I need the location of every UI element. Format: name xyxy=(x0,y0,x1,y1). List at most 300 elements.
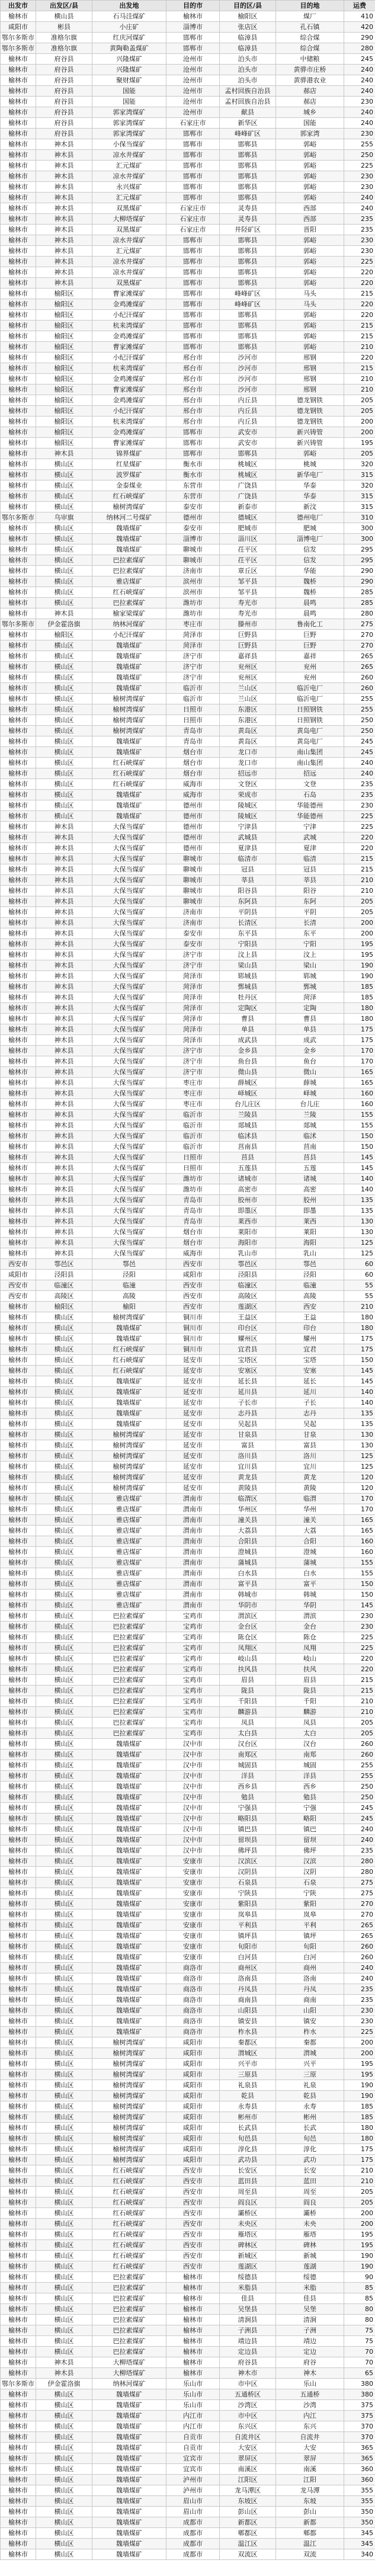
table-row xyxy=(1,2485,375,2496)
cell-origin-city: 榆林市 xyxy=(1,2229,36,2240)
cell-origin-city: 榆林市 xyxy=(1,1024,36,1035)
cell-freight-rate: 300 xyxy=(344,534,375,544)
cell-dest-site: 南山集团 xyxy=(276,747,344,758)
cell-origin-site: 巴拉素煤矿 xyxy=(92,2315,166,2325)
cell-origin-city: 鄂尔多斯市 xyxy=(1,33,36,43)
cell-dest-site: 夏津 xyxy=(276,843,344,854)
cell-origin-district: 神木县 xyxy=(36,608,92,619)
cell-origin-site: 大保当煤矿 xyxy=(92,992,166,1003)
cell-freight-rate: 190 xyxy=(344,2091,375,2101)
cell-freight-rate: 225 xyxy=(344,811,375,822)
cell-origin-district: 横山区 xyxy=(36,1931,92,1941)
cell-freight-rate: 210 xyxy=(344,385,375,395)
cell-dest-city: 安康市 xyxy=(166,1941,220,1952)
cell-freight-rate: 355 xyxy=(344,2485,375,2496)
cell-origin-city: 榆林市 xyxy=(1,1195,36,1206)
table-row xyxy=(1,555,375,566)
cell-origin-district: 横山区 xyxy=(36,2475,92,2485)
cell-origin-district: 鄠邑区 xyxy=(36,1259,92,1270)
cell-dest-city: 汉中市 xyxy=(166,1824,220,1835)
table-row xyxy=(1,33,375,43)
cell-origin-city: 榆林市 xyxy=(1,161,36,171)
cell-freight-rate: 240 xyxy=(344,1824,375,1835)
cell-origin-site: 大保当煤矿 xyxy=(92,1184,166,1195)
cell-dest-site: 西乡 xyxy=(276,1782,344,1792)
table-row xyxy=(1,950,375,960)
table-row xyxy=(1,1675,375,1686)
cell-freight-rate: 220 xyxy=(344,310,375,321)
cell-dest-district: 华州区 xyxy=(220,1504,276,1515)
cell-freight-rate: 290 xyxy=(344,33,375,43)
cell-dest-site: 山阳 xyxy=(276,2005,344,2016)
cell-origin-site: 双黑煤矿 xyxy=(92,278,166,289)
cell-dest-district: 郫都区 xyxy=(220,2528,276,2539)
cell-origin-district: 泾阳县 xyxy=(36,1270,92,1280)
cell-freight-rate: 55 xyxy=(344,1280,375,1291)
cell-origin-district: 横山区 xyxy=(36,768,92,779)
cell-dest-site: 鄄城 xyxy=(276,982,344,992)
cell-origin-district: 横山区 xyxy=(36,1803,92,1814)
cell-dest-site: 临潼 xyxy=(276,1280,344,1291)
table-row xyxy=(1,448,375,459)
cell-freight-rate: 160 xyxy=(344,1547,375,1558)
cell-origin-site: 小保当煤矿 xyxy=(92,139,166,150)
cell-origin-district: 横山区 xyxy=(36,1792,92,1803)
cell-dest-site: 魏桥 xyxy=(276,587,344,598)
cell-origin-district: 横山区 xyxy=(36,1515,92,1526)
cell-origin-city: 榆林市 xyxy=(1,2528,36,2539)
cell-dest-district: 温江区 xyxy=(220,2539,276,2549)
cell-origin-district: 神木县 xyxy=(36,1206,92,1216)
cell-dest-city: 延安市 xyxy=(166,1419,220,1430)
cell-freight-rate: 150 xyxy=(344,1131,375,1142)
cell-dest-site: 柞水 xyxy=(276,2027,344,2037)
table-row xyxy=(1,1120,375,1131)
cell-origin-site: 魏墙煤矿 xyxy=(92,544,166,555)
cell-origin-district: 横山区 xyxy=(36,640,92,651)
table-row xyxy=(1,2549,375,2560)
cell-origin-city: 榆林市 xyxy=(1,1472,36,1483)
cell-freight-rate: 125 xyxy=(344,1451,375,1462)
cell-freight-rate: 360 xyxy=(344,2464,375,2475)
cell-origin-city: 榆林市 xyxy=(1,1835,36,1846)
cell-freight-rate: 140 xyxy=(344,1398,375,1408)
table-row xyxy=(1,800,375,811)
cell-dest-site: 乾县 xyxy=(276,2091,344,2101)
cell-dest-site: 东兴 xyxy=(276,2421,344,2432)
table-row xyxy=(1,1174,375,1184)
cell-freight-rate: 220 xyxy=(344,267,375,278)
cell-origin-site: 魏墙煤矿 xyxy=(92,1824,166,1835)
cell-freight-rate: 240 xyxy=(344,107,375,118)
cell-origin-city: 榆林市 xyxy=(1,1750,36,1760)
cell-origin-site: 雅店煤矿 xyxy=(92,1558,166,1568)
cell-dest-site: 子洲 xyxy=(276,2325,344,2336)
cell-dest-city: 安康市 xyxy=(166,1888,220,1899)
cell-dest-district: 渭城区 xyxy=(220,2048,276,2059)
cell-dest-district: 灞桥区 xyxy=(220,2208,276,2219)
cell-dest-site: 临渭 xyxy=(276,1494,344,1504)
cell-dest-city: 商洛市 xyxy=(166,2016,220,2027)
cell-dest-site: 定陶 xyxy=(276,1003,344,1014)
cell-dest-site: 新汶 xyxy=(276,502,344,512)
table-row xyxy=(1,1184,375,1195)
cell-freight-rate: 195 xyxy=(344,2069,375,2080)
cell-origin-site: 大保当煤矿 xyxy=(92,907,166,918)
cell-origin-city: 榆林市 xyxy=(1,2485,36,2496)
cell-dest-city: 延安市 xyxy=(166,1483,220,1494)
table-row xyxy=(1,1440,375,1451)
cell-origin-district: 神木县 xyxy=(36,939,92,950)
cell-freight-rate: 160 xyxy=(344,1536,375,1547)
cell-freight-rate: 235 xyxy=(344,1995,375,2005)
cell-dest-site: 郭峪 xyxy=(276,150,344,161)
cell-dest-site: 城固 xyxy=(276,1760,344,1771)
cell-dest-city: 邯郸市 xyxy=(166,257,220,267)
cell-origin-site: 曹家滩煤矿 xyxy=(92,289,166,299)
table-row xyxy=(1,310,375,321)
cell-origin-site: 雅店煤矿 xyxy=(92,1579,166,1590)
cell-dest-city: 邯郸市 xyxy=(166,310,220,321)
cell-dest-city: 汉中市 xyxy=(166,1846,220,1856)
cell-origin-district: 横山区 xyxy=(36,1664,92,1675)
cell-freight-rate: 215 xyxy=(344,1675,375,1686)
cell-origin-city: 榆林市 xyxy=(1,1536,36,1547)
cell-dest-site: 镇安 xyxy=(276,2016,344,2027)
cell-freight-rate: 200 xyxy=(344,2208,375,2219)
cell-dest-site: 靖边 xyxy=(276,2336,344,2347)
table-row xyxy=(1,1344,375,1355)
cell-dest-city: 宝鸡市 xyxy=(166,1654,220,1664)
cell-freight-rate: 120 xyxy=(344,1483,375,1494)
cell-dest-district: 吴堡县 xyxy=(220,2304,276,2315)
cell-origin-city: 榆林市 xyxy=(1,267,36,278)
table-row xyxy=(1,2421,375,2432)
cell-freight-rate: 60 xyxy=(344,1270,375,1280)
cell-origin-district: 神木县 xyxy=(36,203,92,214)
table-row xyxy=(1,2411,375,2421)
cell-dest-city: 宜宾市 xyxy=(166,2453,220,2464)
cell-origin-district: 横山区 xyxy=(36,1995,92,2005)
cell-origin-site: 魏墙煤矿 xyxy=(92,2475,166,2485)
table-row xyxy=(1,406,375,416)
table-row xyxy=(1,54,375,65)
cell-dest-site: 郭家湾 xyxy=(276,129,344,139)
cell-freight-rate: 230 xyxy=(344,1622,375,1632)
table-row xyxy=(1,416,375,427)
cell-freight-rate: 270 xyxy=(344,1899,375,1909)
table-row xyxy=(1,768,375,779)
cell-origin-site: 榆树湾煤矿 xyxy=(92,2069,166,2080)
cell-origin-district: 横山区 xyxy=(36,1355,92,1366)
cell-origin-city: 榆林市 xyxy=(1,544,36,555)
cell-dest-site: 双流 xyxy=(276,2549,344,2560)
cell-dest-district: 礼泉县 xyxy=(220,2080,276,2091)
cell-dest-city: 商洛市 xyxy=(166,2027,220,2037)
cell-origin-city: 榆林市 xyxy=(1,65,36,75)
cell-dest-city: 东营市 xyxy=(166,491,220,502)
cell-dest-site: 宜君 xyxy=(276,1344,344,1355)
table-row xyxy=(1,1206,375,1216)
cell-origin-district: 神木县 xyxy=(36,1078,92,1088)
cell-origin-site: 雅店煤矿 xyxy=(92,1515,166,1526)
table-row xyxy=(1,1259,375,1270)
cell-origin-district: 横山区 xyxy=(36,2144,92,2155)
cell-origin-district: 横山区 xyxy=(36,2496,92,2507)
cell-origin-district: 榆阳区 xyxy=(36,406,92,416)
cell-origin-city: 榆林市 xyxy=(1,2315,36,2325)
cell-origin-site: 鄠邑 xyxy=(92,1259,166,1270)
table-row xyxy=(1,2283,375,2293)
cell-dest-district: 牡丹区 xyxy=(220,992,276,1003)
table-row xyxy=(1,2539,375,2549)
cell-origin-district: 榆阳区 xyxy=(36,363,92,374)
cell-origin-city: 榆林市 xyxy=(1,1803,36,1814)
cell-dest-district: 邯郸县 xyxy=(220,139,276,150)
cell-origin-site: 红石峡煤矿 xyxy=(92,2240,166,2251)
table-row xyxy=(1,1355,375,1366)
cell-dest-site: 汉滨 xyxy=(276,1856,344,1867)
cell-origin-site: 大保当煤矿 xyxy=(92,1003,166,1014)
cell-dest-city: 淄博市 xyxy=(166,534,220,544)
cell-dest-district: 莒县 xyxy=(220,1152,276,1163)
cell-dest-city: 聊城市 xyxy=(166,896,220,907)
table-row xyxy=(1,1920,375,1931)
cell-origin-city: 榆林市 xyxy=(1,2272,36,2283)
cell-origin-city: 榆林市 xyxy=(1,353,36,363)
cell-dest-district: 彭山区 xyxy=(220,2507,276,2517)
cell-dest-city: 西安市 xyxy=(166,2165,220,2176)
cell-origin-city: 榆林市 xyxy=(1,1323,36,1334)
cell-dest-district: 龙口市 xyxy=(220,747,276,758)
cell-origin-city: 榆林市 xyxy=(1,1067,36,1078)
cell-dest-district: 双流区 xyxy=(220,2549,276,2560)
table-row xyxy=(1,1973,375,1984)
cell-dest-district: 富平县 xyxy=(220,1579,276,1590)
cell-origin-site: 大保当煤矿 xyxy=(92,971,166,982)
cell-dest-city: 菏泽市 xyxy=(166,982,220,992)
cell-origin-district: 横山区 xyxy=(36,1750,92,1760)
cell-origin-city: 榆林市 xyxy=(1,1846,36,1856)
cell-dest-city: 临沂市 xyxy=(166,1131,220,1142)
cell-dest-city: 聊城市 xyxy=(166,854,220,864)
cell-freight-rate: 155 xyxy=(344,1110,375,1120)
cell-origin-district: 神木县 xyxy=(36,982,92,992)
cell-origin-site: 魏墙煤矿 xyxy=(92,2485,166,2496)
cell-dest-city: 汉中市 xyxy=(166,1814,220,1824)
cell-origin-site: 大保当煤矿 xyxy=(92,854,166,864)
cell-dest-site: 蒲城 xyxy=(276,1558,344,1568)
cell-origin-district: 府谷县 xyxy=(36,65,92,75)
cell-dest-district: 泊头市 xyxy=(220,54,276,65)
cell-origin-city: 榆林市 xyxy=(1,1419,36,1430)
cell-freight-rate: 230 xyxy=(344,171,375,182)
cell-origin-district: 神木县 xyxy=(36,1142,92,1152)
cell-origin-site: 小纪汗煤矿 xyxy=(92,310,166,321)
cell-freight-rate: 420 xyxy=(344,22,375,33)
cell-dest-site: 华泰 xyxy=(276,491,344,502)
cell-dest-city: 邯郸市 xyxy=(166,321,220,331)
cell-dest-district: 内丘县 xyxy=(220,406,276,416)
cell-origin-city: 榆林市 xyxy=(1,886,36,896)
cell-dest-site: 旬邑 xyxy=(276,2133,344,2144)
cell-dest-district: 府谷县 xyxy=(220,2357,276,2368)
cell-dest-city: 沧州市 xyxy=(166,75,220,86)
cell-origin-site: 榆树湾煤矿 xyxy=(92,2037,166,2048)
cell-origin-site: 红石峡煤矿 xyxy=(92,758,166,768)
table-row xyxy=(1,65,375,75)
cell-origin-city: 榆林市 xyxy=(1,1184,36,1195)
cell-freight-rate: 185 xyxy=(344,2101,375,2112)
cell-origin-city: 榆林市 xyxy=(1,1867,36,1877)
cell-origin-district: 横山区 xyxy=(36,672,92,683)
cell-origin-district: 榆阳区 xyxy=(36,342,92,353)
cell-origin-site: 大保当煤矿 xyxy=(92,1078,166,1088)
cell-origin-site: 大保当煤矿 xyxy=(92,939,166,950)
cell-dest-city: 汉中市 xyxy=(166,1792,220,1803)
cell-dest-site: 郭峪 xyxy=(276,278,344,289)
table-row xyxy=(1,1046,375,1056)
table-row xyxy=(1,1398,375,1408)
cell-dest-city: 临沂市 xyxy=(166,1110,220,1120)
cell-dest-district: 莘县 xyxy=(220,875,276,886)
table-row xyxy=(1,2496,375,2507)
cell-freight-rate: 225 xyxy=(344,2027,375,2037)
cell-dest-district: 邯郸县 xyxy=(220,182,276,193)
cell-origin-city: 榆林市 xyxy=(1,1760,36,1771)
cell-dest-city: 宝鸡市 xyxy=(166,1622,220,1632)
cell-freight-rate: 225 xyxy=(344,1632,375,1643)
cell-freight-rate: 240 xyxy=(344,203,375,214)
cell-origin-city: 榆林市 xyxy=(1,1131,36,1142)
cell-origin-site: 黄陶勒盖煤矿 xyxy=(92,43,166,54)
cell-origin-site: 杭来湾煤矿 xyxy=(92,416,166,427)
cell-dest-district: 志丹县 xyxy=(220,1408,276,1419)
cell-origin-city: 榆林市 xyxy=(1,480,36,491)
cell-origin-city: 榆林市 xyxy=(1,257,36,267)
cell-dest-district: 平利县 xyxy=(220,1920,276,1931)
cell-dest-site: 郝店 xyxy=(276,86,344,97)
table-row xyxy=(1,2080,375,2091)
cell-origin-city: 榆林市 xyxy=(1,662,36,672)
cell-origin-city: 榆林市 xyxy=(1,1526,36,1536)
cell-dest-site: 黄骅港农业 xyxy=(276,75,344,86)
table-row xyxy=(1,1078,375,1088)
cell-origin-city: 榆林市 xyxy=(1,2421,36,2432)
cell-freight-rate: 235 xyxy=(344,790,375,800)
cell-dest-city: 枣庄市 xyxy=(166,1088,220,1099)
cell-dest-site: 郭峪 xyxy=(276,161,344,171)
cell-origin-site: 红石峡煤矿 xyxy=(92,2176,166,2187)
cell-dest-district: 临清市 xyxy=(220,854,276,864)
table-row xyxy=(1,1824,375,1835)
cell-dest-site: 扶风 xyxy=(276,1664,344,1675)
table-row xyxy=(1,1547,375,1558)
cell-dest-site: 即墨 xyxy=(276,1206,344,1216)
cell-freight-rate: 165 xyxy=(344,1067,375,1078)
cell-origin-site: 凉水井煤矿 xyxy=(92,235,166,246)
cell-dest-district: 兰陵县 xyxy=(220,1110,276,1120)
cell-freight-rate: 150 xyxy=(344,1142,375,1152)
table-row xyxy=(1,1142,375,1152)
cell-dest-district: 蒲城县 xyxy=(220,1558,276,1568)
cell-origin-district: 横山区 xyxy=(36,470,92,480)
cell-dest-city: 邯郸市 xyxy=(166,267,220,278)
cell-origin-site: 汇元煤矿 xyxy=(92,161,166,171)
table-row xyxy=(1,2027,375,2037)
cell-freight-rate: 130 xyxy=(344,1216,375,1227)
cell-dest-city: 日照市 xyxy=(166,1152,220,1163)
cell-origin-city: 榆林市 xyxy=(1,2336,36,2347)
cell-dest-site: 沙湾 xyxy=(276,2400,344,2411)
cell-origin-city: 榆林市 xyxy=(1,2027,36,2037)
cell-dest-city: 汉中市 xyxy=(166,1739,220,1750)
cell-freight-rate: 60 xyxy=(344,1259,375,1270)
table-row xyxy=(1,246,375,257)
cell-dest-city: 菏泽市 xyxy=(166,1035,220,1046)
cell-origin-site: 红石峡煤矿 xyxy=(92,2261,166,2272)
cell-origin-site: 高陵 xyxy=(92,1291,166,1302)
cell-dest-district: 印台区 xyxy=(220,1323,276,1334)
cell-dest-site: 江阳 xyxy=(276,2475,344,2485)
cell-origin-city: 榆林市 xyxy=(1,278,36,289)
cell-dest-district: 永寿县 xyxy=(220,2101,276,2112)
cell-dest-site: 郭峪 xyxy=(276,310,344,321)
cell-dest-site: 西部 xyxy=(276,203,344,214)
cell-dest-city: 青岛市 xyxy=(166,1206,220,1216)
table-row xyxy=(1,1600,375,1611)
cell-dest-site: 郭峪 xyxy=(276,246,344,257)
cell-origin-site: 红石峡煤矿 xyxy=(92,1366,166,1376)
cell-dest-site: 薛城 xyxy=(276,1078,344,1088)
cell-origin-site: 巴拉素煤矿 xyxy=(92,1611,166,1622)
table-row xyxy=(1,2368,375,2379)
cell-origin-district: 横山区 xyxy=(36,736,92,747)
cell-origin-site: 魏墙煤矿 xyxy=(92,790,166,800)
cell-origin-site: 红石峡煤矿 xyxy=(92,2187,166,2197)
cell-dest-district: 西乡县 xyxy=(220,1782,276,1792)
cell-dest-district: 秦都区 xyxy=(220,2037,276,2048)
cell-dest-site: 邢钢 xyxy=(276,353,344,363)
cell-freight-rate: 245 xyxy=(344,736,375,747)
cell-dest-site: 韩城 xyxy=(276,1590,344,1600)
cell-dest-district: 洛川县 xyxy=(220,1451,276,1462)
cell-origin-district: 神木县 xyxy=(36,448,92,459)
cell-origin-city: 榆林市 xyxy=(1,2112,36,2123)
cell-origin-site: 小纪汗煤矿 xyxy=(92,630,166,640)
cell-dest-site: 吴堡 xyxy=(276,2304,344,2315)
cell-origin-city: 榆林市 xyxy=(1,1312,36,1323)
cell-dest-district: 陵城区 xyxy=(220,800,276,811)
table-row xyxy=(1,1643,375,1654)
cell-origin-district: 横山区 xyxy=(36,1494,92,1504)
cell-dest-site: 马头 xyxy=(276,299,344,310)
cell-dest-site: 文登 xyxy=(276,779,344,790)
cell-origin-district: 榆阳区 xyxy=(36,331,92,342)
column-header-freight-rate: 运费 xyxy=(344,1,375,11)
cell-freight-rate: 230 xyxy=(344,182,375,193)
cell-dest-city: 延安市 xyxy=(166,1398,220,1408)
cell-origin-site: 郭家湾煤矿 xyxy=(92,129,166,139)
cell-origin-site: 巴拉素煤矿 xyxy=(92,2347,166,2357)
cell-origin-district: 横山区 xyxy=(36,2176,92,2187)
table-row xyxy=(1,299,375,310)
cell-origin-site: 巴拉素煤矿 xyxy=(92,1643,166,1654)
cell-origin-city: 鄂尔多斯市 xyxy=(1,43,36,54)
cell-dest-site: 兖州 xyxy=(276,662,344,672)
cell-origin-city: 榆林市 xyxy=(1,704,36,715)
cell-origin-site: 魏墙煤矿 xyxy=(92,1909,166,1920)
